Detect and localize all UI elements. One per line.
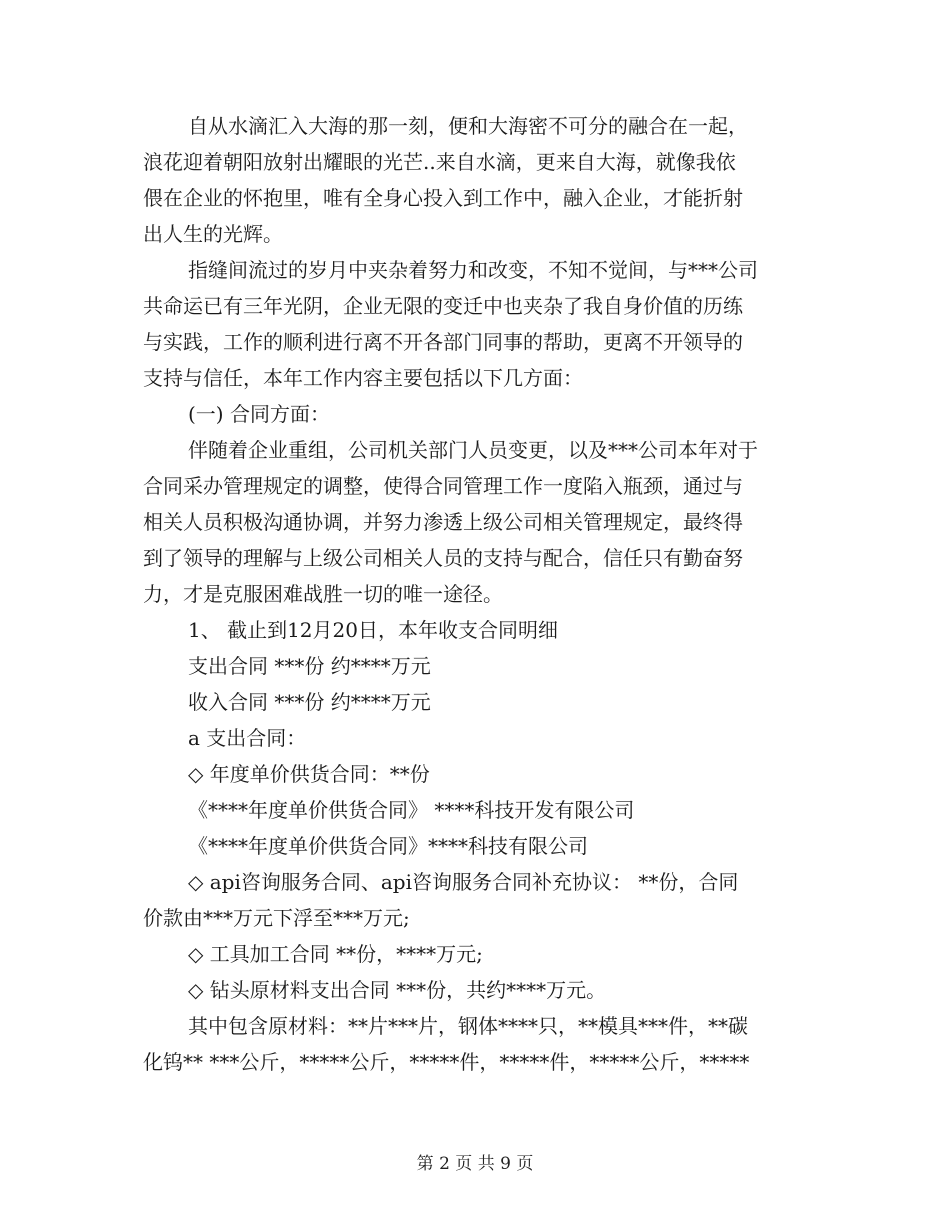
paragraph-line: 伴随着企业重组，公司机关部门人员变更，以及***公司本年对于: [188, 438, 758, 462]
paragraph-line: 指缝间流过的岁月中夹杂着努力和改变，不知不觉间，与***公司: [188, 258, 758, 282]
paragraph-line: 偎在企业的怀抱里，唯有全身心投入到工作中，融入企业，才能折射: [143, 186, 743, 210]
list-item: ◇ 钻头原材料支出合同 ***份，共约****万元。: [188, 978, 607, 1002]
paragraph-line: 合同采办管理规定的调整，使得合同管理工作一度陷入瓶颈，通过与: [143, 474, 743, 498]
list-item: 《****年度单价供货合同》 ****科技开发有限公司: [188, 798, 635, 822]
list-item: ◇ 年度单价供货合同：**份: [188, 762, 430, 786]
section-heading: (一) 合同方面：: [188, 402, 330, 426]
paragraph-line: 出人生的光辉。: [143, 222, 283, 246]
paragraph-line: 共命运已有三年光阴，企业无限的变迁中也夹杂了我自身价值的历练: [143, 294, 743, 318]
paragraph-line: 自从水滴汇入大海的那一刻，便和大海密不可分的融合在一起，: [188, 114, 748, 138]
paragraph-line: 其中包含原材料：**片***片，钢体****只，**模具***件，**碳: [188, 1014, 748, 1038]
paragraph-line: 支持与信任，本年工作内容主要包括以下几方面：: [143, 366, 583, 390]
list-item: ◇ 工具加工合同 **份，****万元;: [188, 942, 483, 966]
list-heading: 1、 截止到12月20日，本年收支合同明细: [188, 618, 558, 642]
paragraph-line: 相关人员积极沟通协调，并努力渗透上级公司相关管理规定，最终得: [143, 510, 743, 534]
paragraph-line: 到了领导的理解与上级公司相关人员的支持与配合，信任只有勤奋努: [143, 546, 743, 570]
paragraph-line: 化钨** ***公斤，*****公斤，*****件，*****件，*****公斤，*****: [143, 1050, 750, 1074]
list-item: 收入合同 ***份 约****万元: [188, 690, 431, 714]
list-item: 支出合同 ***份 约****万元: [188, 654, 431, 678]
document-body: [143, 108, 808, 1080]
paragraph-line: 价款由***万元下浮至***万元;: [143, 906, 410, 930]
paragraph-line: 与实践，工作的顺利进行离不开各部门同事的帮助，更离不开领导的: [143, 330, 743, 354]
page-number-footer: 第 2 页 共 9 页: [416, 1154, 534, 1174]
list-subheading: a 支出合同：: [188, 726, 307, 750]
list-item: ◇ api咨询服务合同、api咨询服务合同补充协议： **份，合同: [188, 870, 739, 894]
paragraph-line: 力，才是克服困难战胜一切的唯一途径。: [143, 582, 503, 606]
paragraph-line: 浪花迎着朝阳放射出耀眼的光芒..来自水滴，更来自大海，就像我依: [143, 150, 736, 174]
list-item: 《****年度单价供货合同》****科技有限公司: [188, 834, 588, 858]
